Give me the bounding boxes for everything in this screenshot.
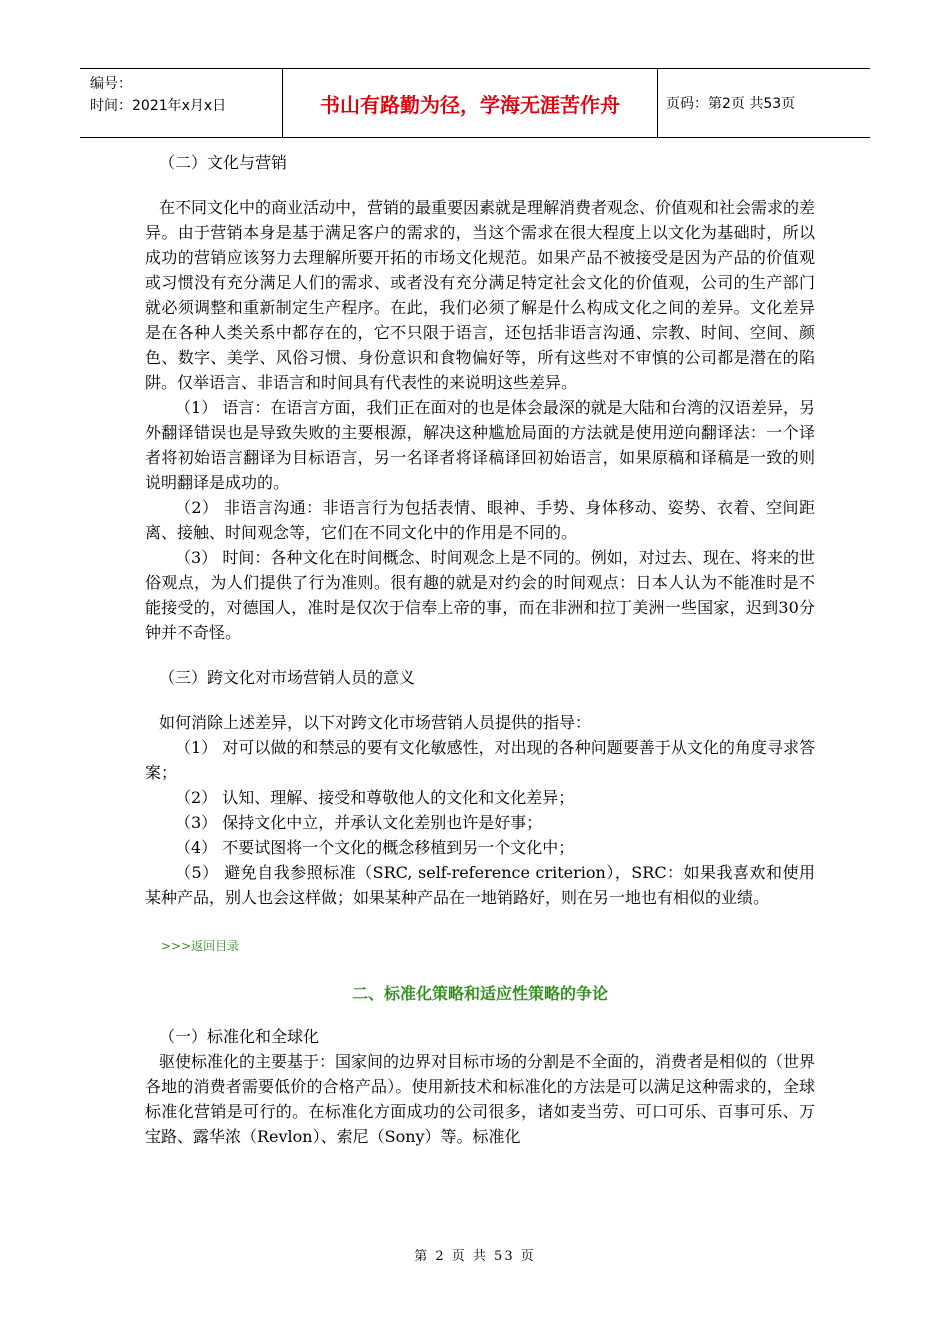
subheading-culture-marketing: （二）文化与营销	[159, 153, 288, 172]
list-item: （5） 避免自我参照标准（SRC, self-reference criterion），SRC：如果我喜欢和使用某种产品，别人也会这样做；如果某种产品在一地销路好，则在另一地也有相似的业绩。	[145, 863, 815, 907]
document-body	[145, 150, 815, 1149]
paragraph: （1） 语言：在语言方面，我们正在面对的也是体会最深的就是大陆和台湾的汉语差异，另外翻译错误也是导致失败的主要根源，解决这种尴尬局面的方法就是使用逆向翻译法：一个译者将初始语言翻译为目标语言，另一名译者将译稿译回初始语言，如果原稿和译稿是一致的则说明翻译是成功的。	[145, 398, 815, 492]
page-header	[80, 68, 870, 138]
subheading-standardization: （一）标准化和全球化	[159, 1027, 320, 1046]
paragraph: 驱使标准化的主要基于：国家间的边界对目标市场的分割是不全面的，消费者是相似的（世界各地的消费者需要低价的合格产品）。使用新技术和标准化的方法是可以满足这种需求的，全球标准化营销是可行的。在标准化方面成功的公司很多，诸如麦当劳、可口可乐、百事可乐、万宝路、露华浓（Revlon）、索尼（Sony）等。标准化	[145, 1052, 816, 1146]
section-title: 二、标准化策略和适应性策略的争论	[351, 984, 608, 1003]
paragraph: （3） 时间：各种文化在时间概念、时间观念上是不同的。例如，对过去、现在、将来的世俗观点，为人们提供了行为准则。很有趣的就是对约会的时间观点：日本人认为不能准时是不能接受的，对德国人，准时是仅次于信奉上帝的事，而在非洲和拉丁美洲一些国家，迟到30分钟并不奇怪。	[145, 548, 815, 642]
header-page-info: 页码：第2页 共53页	[666, 96, 796, 112]
back-to-toc-link[interactable]: >>>返回目录	[161, 939, 240, 953]
page-footer: 第 2 页 共 53 页	[414, 1249, 536, 1264]
list-item: （2） 认知、理解、接受和尊敬他人的文化和文化差异；	[175, 788, 575, 807]
number-label: 编号：	[90, 76, 132, 92]
header-motto: 书山有路勤为径，学海无涯苦作舟	[282, 69, 658, 137]
list-item: （4） 不要试图将一个文化的概念移植到另一个文化中；	[175, 838, 575, 857]
header-meta	[80, 69, 282, 137]
paragraph: 在不同文化中的商业活动中，营销的最重要因素就是理解消费者观念、价值观和社会需求的差异。由于营销本身是基于满足客户的需求的，当这个需求在很大程度上以文化为基础时，所以成功的营销应该努力去理解所要开拓的市场文化规范。如果产品不被接受是因为产品的价值观或习惯没有充分满足人们的需求、或者没有充分满足特定社会文化的价值观，公司的生产部门就必须调整和重新制定生产程序。在此，我们必须了解是什么构成文化之间的差异。文化差异是在各种人类关系中都存在的，它不只限于语言，还包括非语言沟通、宗教、时间、空间、颜色、数字、美学、风俗习惯、身份意识和食物偏好等，所有这些对不审慎的公司都是潜在的陷阱。仅举语言、非语言和时间具有代表性的来说明这些差异。	[145, 198, 816, 392]
list-item: （3） 保持文化中立，并承认文化差别也许是好事；	[175, 813, 543, 832]
paragraph: 如何消除上述差异，以下对跨文化市场营销人员提供的指导：	[159, 713, 592, 732]
list-item: （1） 对可以做的和禁忌的要有文化敏感性，对出现的各种问题要善于从文化的角度寻求答案；	[145, 738, 815, 782]
subheading-cross-culture: （三）跨文化对市场营销人员的意义	[159, 668, 416, 687]
time-label: 时间：2021年x月x日	[90, 98, 227, 114]
paragraph: （2） 非语言沟通：非语言行为包括表情、眼神、手势、身体移动、姿势、衣着、空间距离、接触、时间观念等，它们在不同文化中的作用是不同的。	[145, 498, 815, 542]
